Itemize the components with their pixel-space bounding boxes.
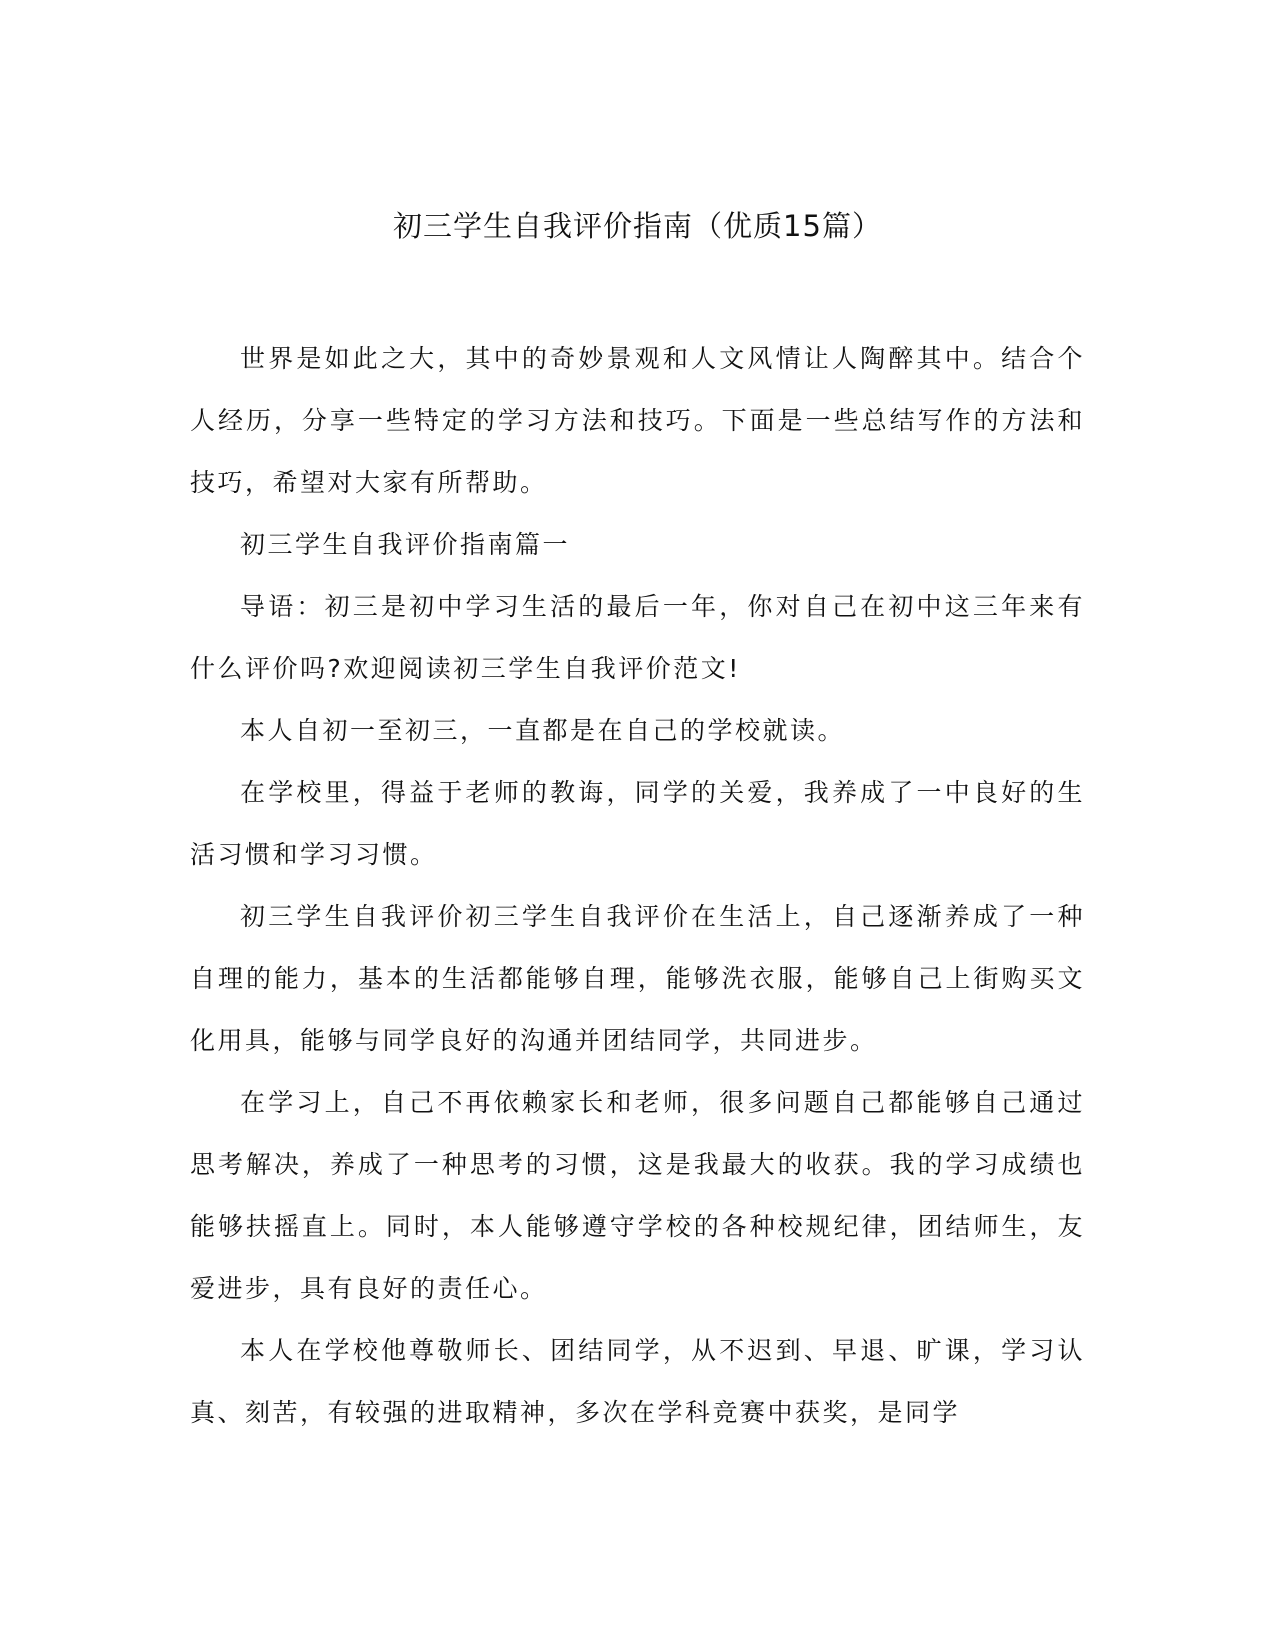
paragraph-lead: 导语：初三是初中学习生活的最后一年，你对自己在初中这三年来有什么评价吗?欢迎阅读初三学生自我评价范文! bbox=[190, 592, 1085, 683]
paragraph: 本人在学校他尊敬师长、团结同学，从不迟到、早退、旷课，学习认真、刻苦，有较强的进取精神，多次在学科竞赛中获奖，是同学 bbox=[190, 1336, 1085, 1427]
document-body bbox=[190, 328, 1085, 1444]
paragraph: 本人自初一至初三，一直都是在自己的学校就读。 bbox=[240, 716, 846, 745]
section-heading: 初三学生自我评价指南篇一 bbox=[240, 530, 571, 559]
paragraph: 初三学生自我评价初三学生自我评价在生活上，自己逐渐养成了一种自理的能力，基本的生活都能够自理，能够洗衣服，能够自己上街购买文化用具，能够与同学良好的沟通并团结同学，共同进步。 bbox=[190, 902, 1085, 1055]
document-title: 初三学生自我评价指南（优质15篇） bbox=[393, 209, 882, 243]
paragraph-intro: 世界是如此之大，其中的奇妙景观和人文风情让人陶醉其中。结合个人经历，分享一些特定的学习方法和技巧。下面是一些总结写作的方法和技巧，希望对大家有所帮助。 bbox=[190, 344, 1085, 497]
paragraph: 在学校里，得益于老师的教诲，同学的关爱，我养成了一中良好的生活习惯和学习习惯。 bbox=[190, 778, 1085, 869]
paragraph: 在学习上，自己不再依赖家长和老师，很多问题自己都能够自己通过思考解决，养成了一种思考的习惯，这是我最大的收获。我的学习成绩也能够扶摇直上。同时，本人能够遵守学校的各种校规纪律，团结师生，友爱进步，具有良好的责任心。 bbox=[190, 1088, 1085, 1303]
